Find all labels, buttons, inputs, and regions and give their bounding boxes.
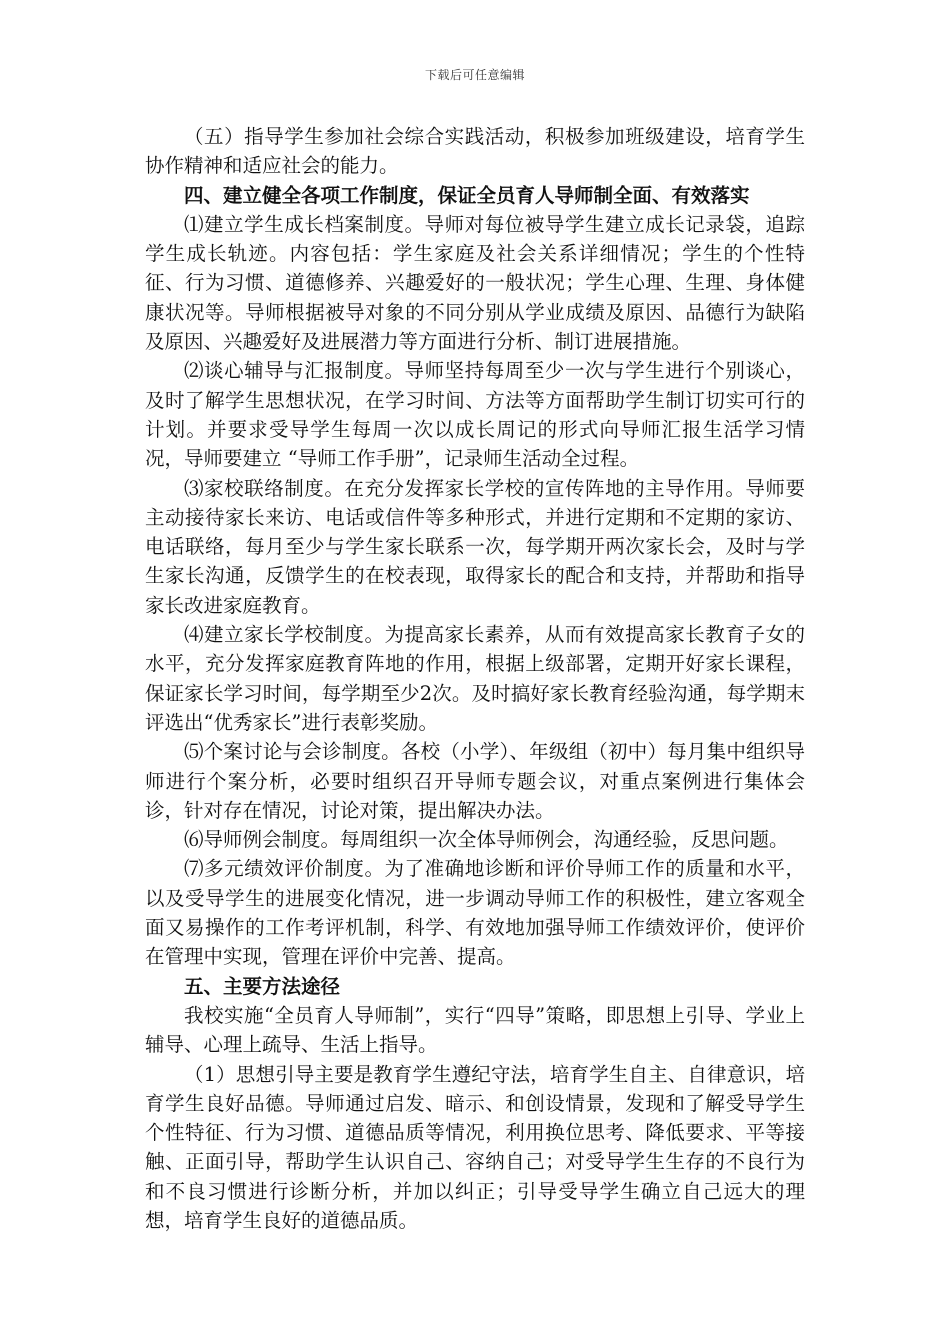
paragraph: ⑺多元绩效评价制度。为了准确地诊断和评价导师工作的质量和水平，以及受导学生的进展变化情况，进一步调动导师工作的积极性，建立客观全面又易操作的工作考评机制，科学、有效地加强导师工作绩效评价，使评价在管理中实现，管理在评价中完善、提高。 [145, 857, 805, 969]
paragraph: 我校实施“全员育人导师制”，实行“四导”策略，即思想上引导、学业上辅导、心理上疏导、生活上指导。 [145, 1003, 805, 1057]
paragraph: ⑴建立学生成长档案制度。导师对每位被导学生建立成长记录袋，追踪学生成长轨迹。内容包括：学生家庭及社会关系详细情况；学生的个性特征、行为习惯、道德修养、兴趣爱好的一般状况；学生心理、生理、身体健康状况等。导师根据被导对象的不同分别从学业成绩及原因、品德行为缺陷及原因、兴趣爱好及进展潜力等方面进行分析、制订进展措施。 [145, 212, 805, 354]
paragraph: ⑹导师例会制度。每周组织一次全体导师例会，沟通经验，反思问题。 [184, 828, 789, 852]
document-body [145, 122, 805, 1235]
section-heading: 五、主要方法途径 [184, 974, 341, 998]
paragraph: ⑶家校联络制度。在充分发挥家长学校的宣传阵地的主导作用。导师要主动接待家长来访、电话或信件等多种形式，并进行定期和不定期的家访、电话联络，每月至少与学生家长联系一次，每学期开两次家长会，及时与学生家长沟通，反馈学生的在校表现，取得家长的配合和支持，并帮助和指导家长改进家庭教育。 [145, 476, 805, 617]
paragraph: （五）指导学生参加社会综合实践活动，积极参加班级建设，培育学生协作精神和适应社会的能力。 [145, 125, 805, 178]
paragraph: （1）思想引导主要是教育学生遵纪守法，培育学生自主、自律意识，培育学生良好品德。导师通过启发、暗示、和创设情景，发现和了解受导学生个性特征、行为习惯、道德品质等情况，利用换位思考、降低要求、平等接触、正面引导，帮助学生认识自己、容纳自己；对受导学生生存的不良行为和不良习惯进行诊断分析，并加以纠正；引导受导学生确立自己远大的理想，培育学生良好的道德品质。 [145, 1062, 805, 1232]
paragraph: ⑷建立家长学校制度。为提高家长素养，从而有效提高家长教育子女的水平，充分发挥家庭教育阵地的作用，根据上级部署，定期开好家长课程，保证家长学习时间，每学期至少2次。及时搞好家长教育经验沟通，每学期末评选出“优秀家长”进行表彰奖励。 [145, 623, 805, 734]
section-heading: 四、建立健全各项工作制度，保证全员育人导师制全面、有效落实 [184, 183, 750, 207]
page-header-note: 下载后可任意编辑 [424, 68, 525, 82]
paragraph: ⑵谈心辅导与汇报制度。导师坚持每周至少一次与学生进行个别谈心，及时了解学生思想状况，在学习时间、方法等方面帮助学生制订切实可行的计划。并要求受导学生每周一次以成长周记的形式向导师汇报生活学习情况，导师要建立 “导师工作手册”，记录师生活动全过程。 [145, 359, 805, 471]
paragraph: ⑸个案讨论与会诊制度。各校（小学）、年级组（初中）每月集中组织导师进行个案分析，必要时组织召开导师专题会议，对重点案例进行集体会诊，针对存在情况，讨论对策，提出解决办法。 [145, 740, 805, 822]
